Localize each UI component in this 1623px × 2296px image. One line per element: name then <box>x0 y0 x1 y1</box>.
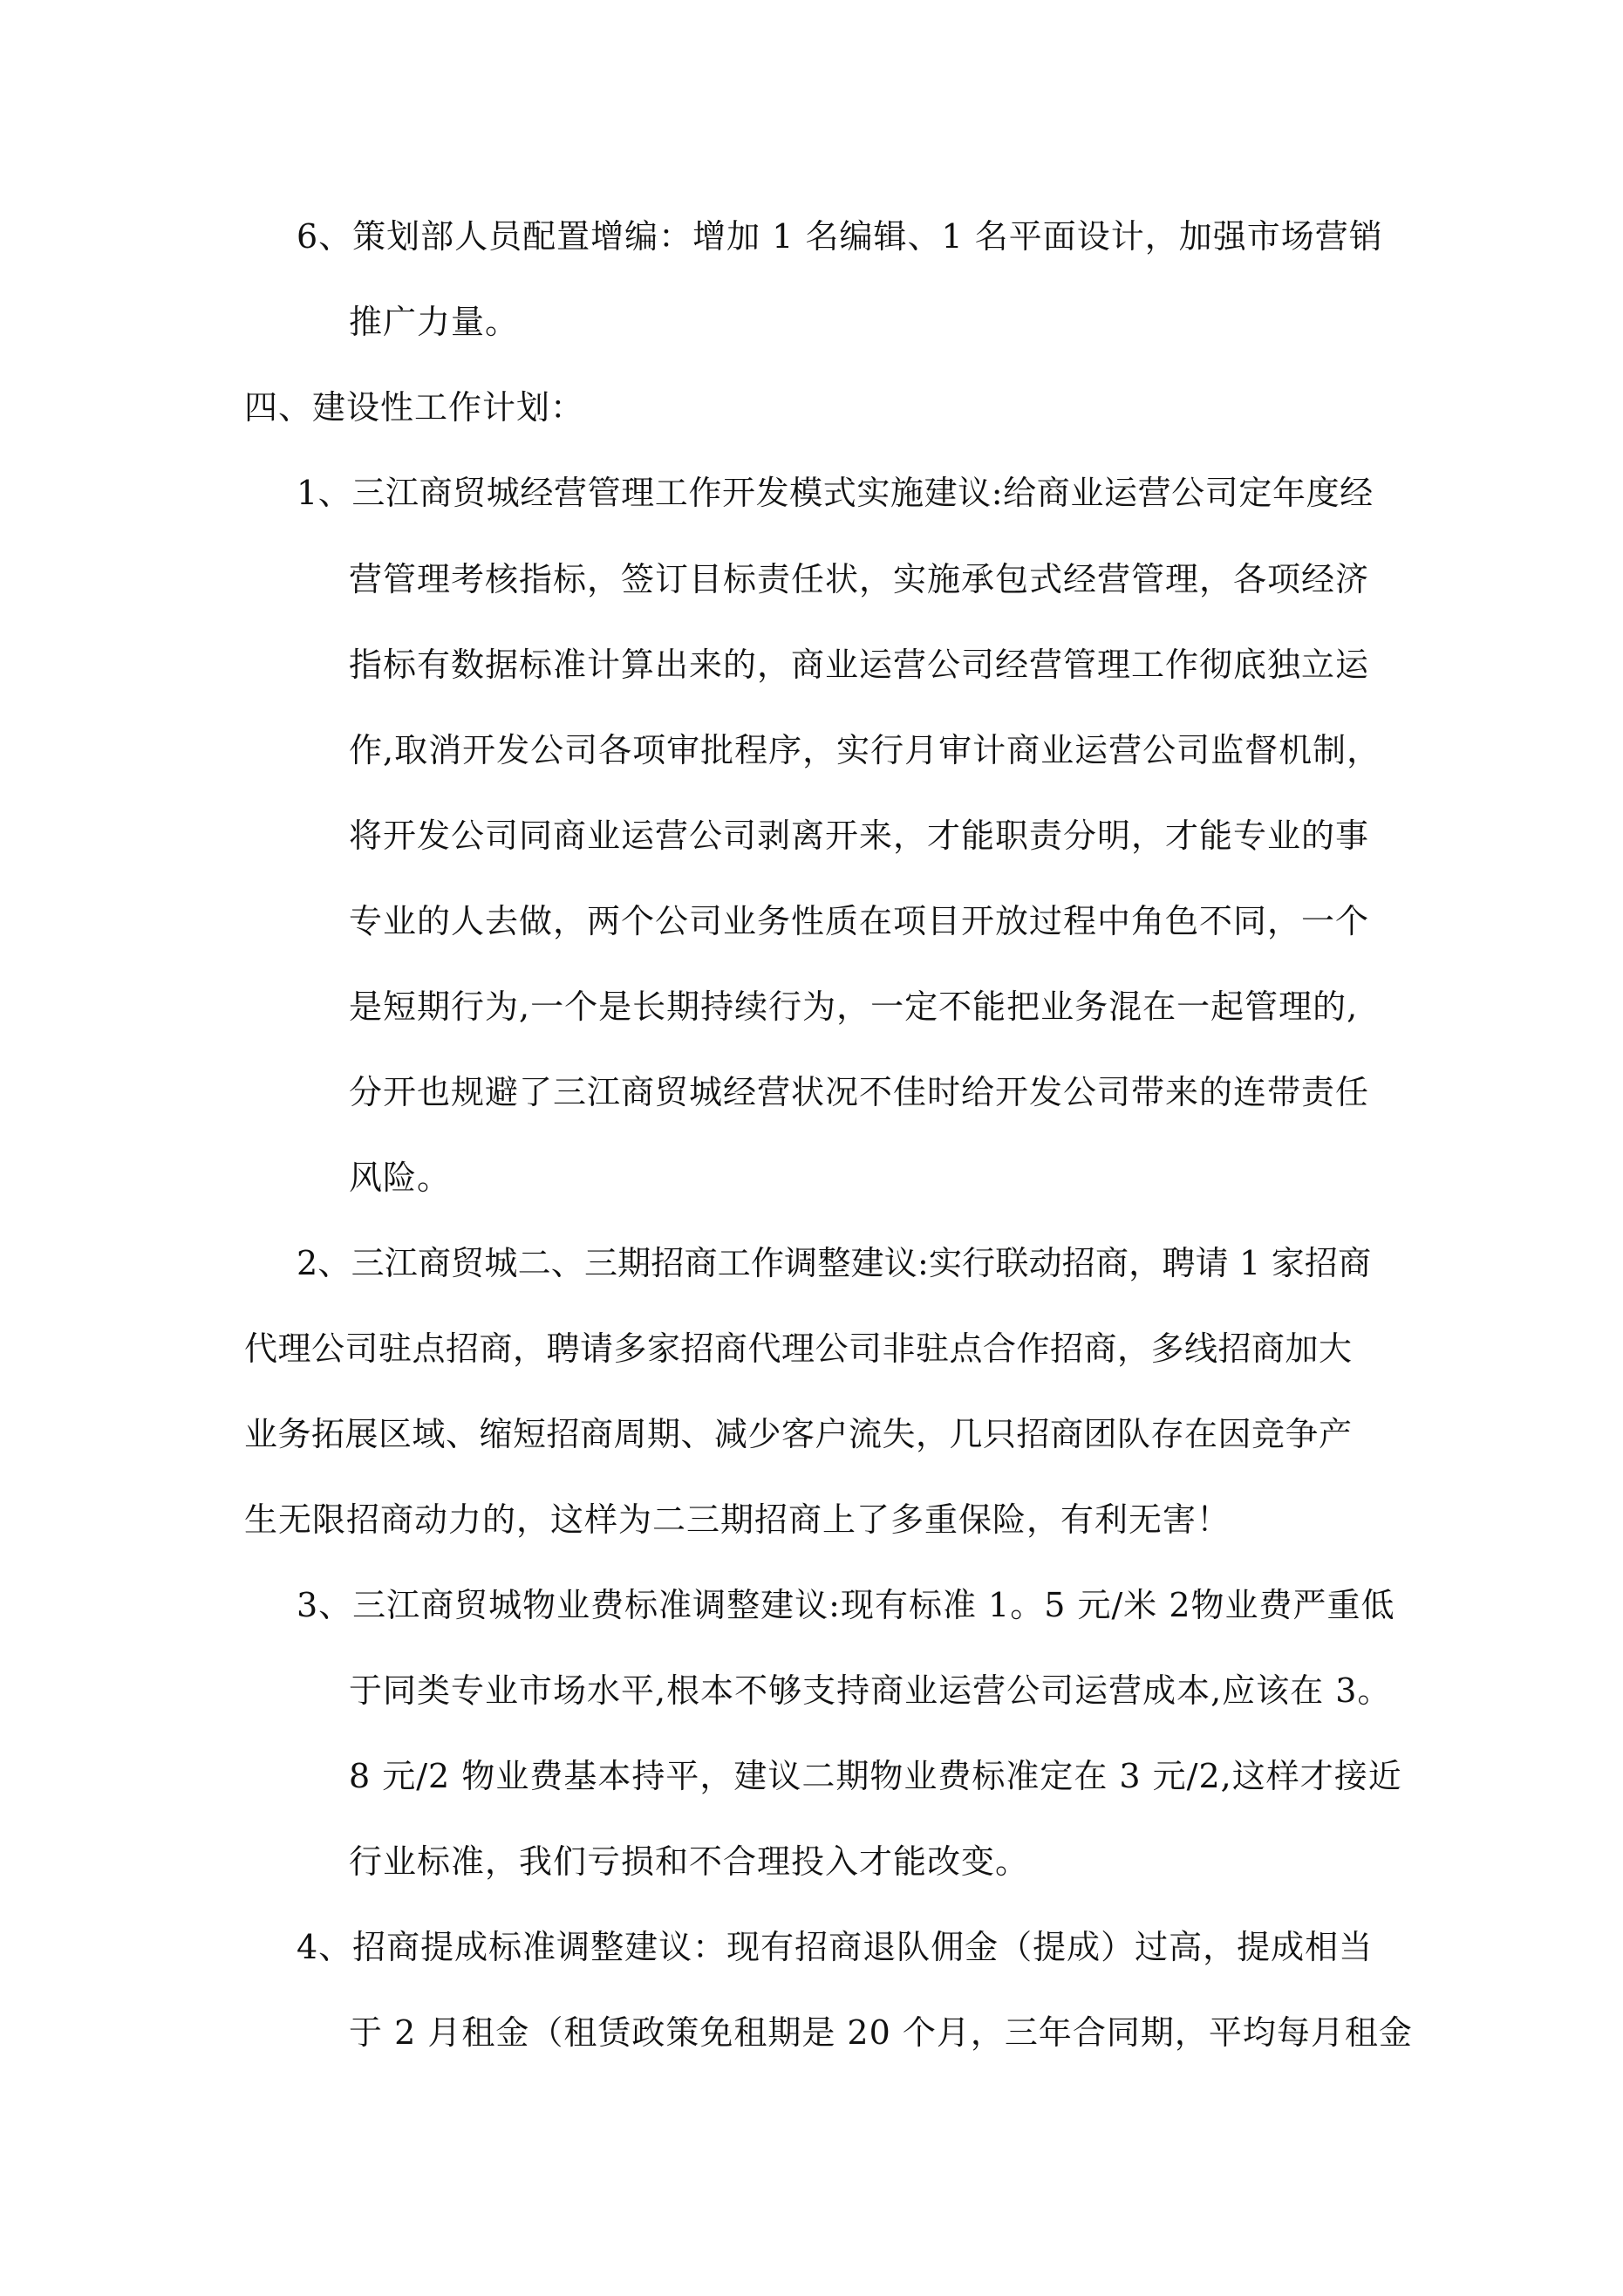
item-3-line-3: 8 元/2 物业费基本持平，建议二期物业费标准定在 3 元/2,这样才接近 <box>349 1757 1402 1795</box>
item-1-line-7: 是短期行为,一个是长期持续行为，一定不能把业务混在一起管理的, <box>349 987 1359 1026</box>
item-4-line-1: 4、招商提成标准调整建议：现有招商退队佣金（提成）过高，提成相当 <box>297 1928 1374 1966</box>
item-3-line-4: 行业标准，我们亏损和不合理投入才能改变。 <box>349 1842 1030 1881</box>
item-1-line-6: 专业的人去做，两个公司业务性质在项目开放过程中角色不同，一个 <box>349 902 1370 940</box>
item-2-line-3: 业务拓展区域、缩短招商周期、减少客户流失，几只招商团队存在因竞争产 <box>244 1415 1353 1453</box>
item-2-line-1: 2、三江商贸城二、三期招商工作调整建议:实行联动招商，聘请 1 家招商 <box>297 1244 1372 1282</box>
item-2-line-4: 生无限招商动力的，这样为二三期招商上了多重保险，有利无害！ <box>244 1500 1231 1539</box>
item-4-line-2: 于 2 月租金（租赁政策免租期是 20 个月，三年合同期，平均每月租金 <box>349 2013 1413 2052</box>
item-3-line-1: 3、三江商贸城物业费标准调整建议:现有标准 1。5 元/米 2物业费严重低 <box>297 1586 1395 1624</box>
item-1-line-1: 1、三江商贸城经营管理工作开发模式实施建议:给商业运营公司定年度经 <box>297 474 1374 512</box>
item-1-line-8: 分开也规避了三江商贸城经营状况不佳时给开发公司带来的连带责任 <box>349 1073 1370 1111</box>
item-1-line-5: 将开发公司同商业运营公司剥离开来，才能职责分明，才能专业的事 <box>349 817 1370 855</box>
item-1-line-9: 风险。 <box>349 1158 452 1197</box>
item-6-line-1: 6、策划部人员配置增编：增加 1 名编辑、1 名平面设计，加强市场营销 <box>297 217 1383 256</box>
section-heading: 四、建设性工作计划： <box>244 388 585 427</box>
item-6-line-2: 推广力量。 <box>349 303 520 341</box>
item-1-line-4: 作,取消开发公司各项审批程序，实行月审计商业运营公司监督机制， <box>349 731 1381 769</box>
item-1-line-2: 营管理考核指标，签订目标责任状，实施承包式经营管理，各项经济 <box>349 560 1370 598</box>
item-3-line-2: 于同类专业市场水平,根本不够支持商业运营公司运营成本,应该在 3。 <box>349 1671 1392 1710</box>
item-1-line-3: 指标有数据标准计算出来的，商业运营公司经营管理工作彻底独立运 <box>349 646 1370 684</box>
item-2-line-2: 代理公司驻点招商，聘请多家招商代理公司非驻点合作招商，多线招商加大 <box>244 1329 1353 1368</box>
